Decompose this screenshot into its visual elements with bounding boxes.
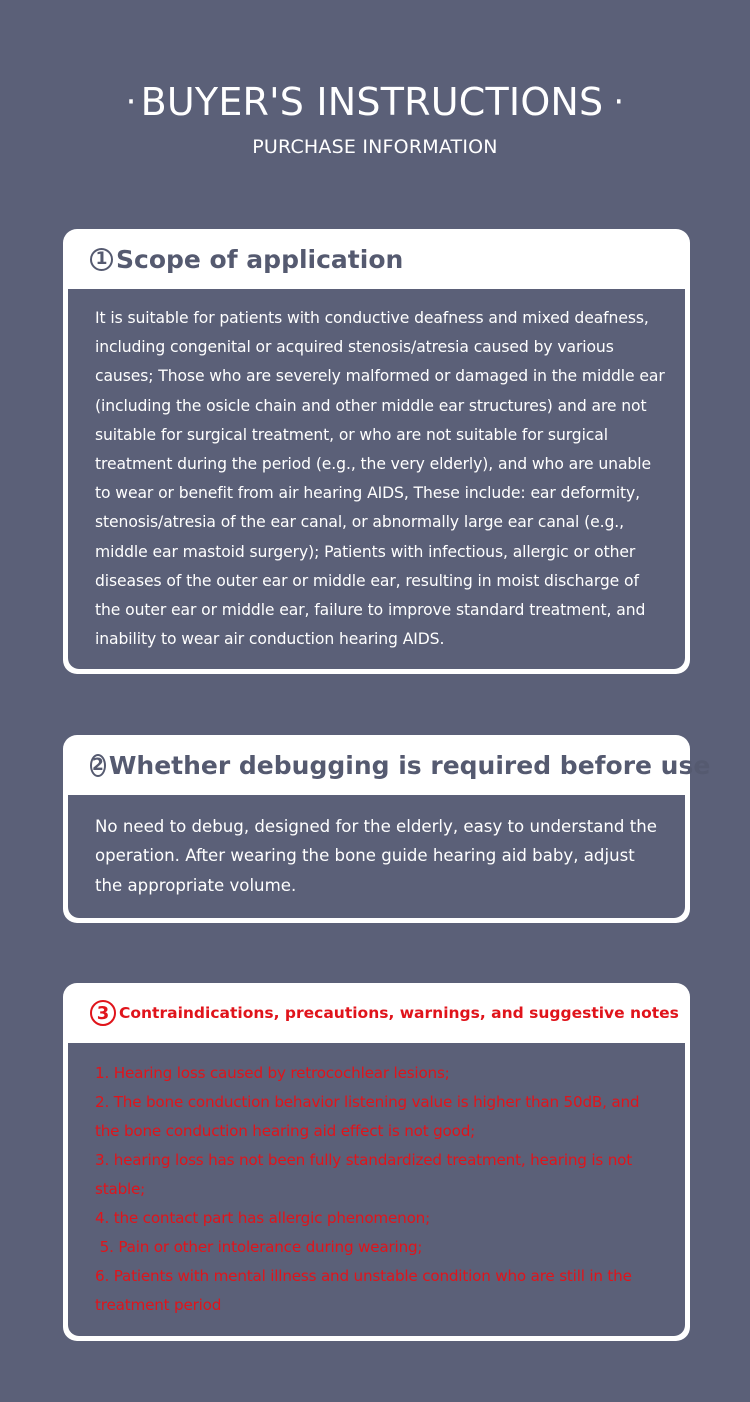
section-title: Whether debugging is required before use [108,750,711,780]
title-dot-left: · [125,82,137,122]
warning-item: 2. The bone conduction behavior listening value is higher than 50dB, and the bone conduction hearing aid effect is not good; [95,1093,640,1140]
warning-item: 1. Hearing loss caused by retrocochlear lesions; [95,1064,450,1082]
warning-item: 4. the contact part has allergic phenomenon; [95,1209,431,1227]
warning-item: 6. Patients with mental illness and unstable condition who are still in the treatment period [95,1267,632,1314]
warnings-list [95,1059,665,1320]
section-header [68,735,711,795]
title-dot-right: · [613,82,625,122]
page-title-text: BUYER'S INSTRUCTIONS [140,80,604,124]
section-number-badge: 2 [92,755,104,775]
warning-item: 5. Pain or other intolerance during wearing; [95,1238,423,1256]
section-contraindications [63,983,690,1341]
page-subtitle: PURCHASE INFORMATION [252,136,498,158]
section-header [68,983,685,1043]
section-debugging [63,735,711,923]
section-body [68,1043,685,1336]
section-title: Contraindications, precautions, warnings, and suggestive notes [119,1004,679,1022]
section-number-badge: 3 [90,1000,116,1026]
page-header [0,72,750,158]
warning-item: 3. hearing loss has not been fully standardized treatment, hearing is not stable; [95,1151,632,1198]
section-number-badge: 1 [90,248,113,271]
section-body-text: No need to debug, designed for the elderly, easy to understand the operation. After wearing the bone guide hearing aid baby, adjust the appropriate volume. [95,817,657,895]
page-title [0,72,750,132]
section-body-text: It is suitable for patients with conductive deafness and mixed deafness, including congenital or acquired stenosis/atresia caused by various causes; Those who are severely malformed or damaged in the middle ear (including the osicle chain and other middle ear structures) and are not suitable for surgical treatment, or who are not suitable for surgical treatment during the period (e.g., the very elderly), and who are unable to wear or benefit from air hearing AIDS, These include: ear deformity, stenosis/atresia of the ear canal, or abnormally large ear canal (e.g., middle ear mastoid surgery); Patients with infectious, allergic or other diseases of the outer ear or middle ear, resulting in moist discharge of the outer ear or middle ear, failure to improve standard treatment, and inability to wear air conduction hearing AIDS. [95,309,665,649]
section-title: Scope of application [116,244,404,274]
section-header [68,229,685,289]
section-body [68,795,685,918]
section-body [68,289,685,669]
section-scope-of-application [63,229,690,674]
